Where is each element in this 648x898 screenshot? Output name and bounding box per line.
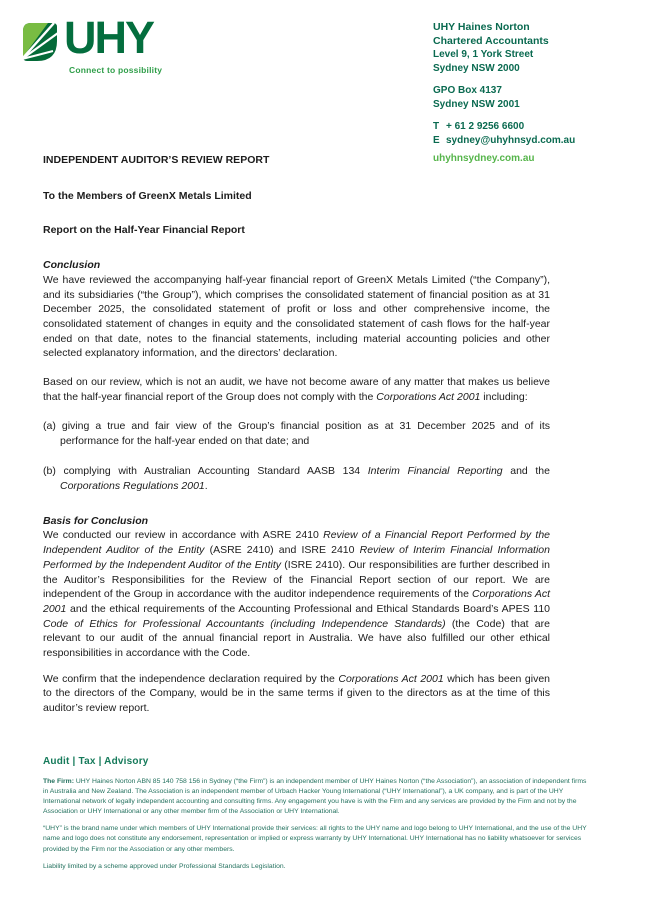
phone-number: + 61 2 9256 6600 <box>446 121 525 132</box>
email-address: sydney@uhyhnsyd.com.au <box>446 134 576 146</box>
report-addressee: To the Members of GreenX Metals Limited <box>43 189 252 202</box>
spacer <box>433 111 575 120</box>
logo-tagline: Connect to possibility <box>69 65 163 75</box>
letter-body <box>43 153 550 730</box>
logo-row <box>20 14 162 64</box>
phone-label: T <box>433 121 440 132</box>
contact-block <box>433 21 575 147</box>
independence-paragraph: We confirm that the independence declaration required by the Corporations Act 2001 which has been given to the directors of the Company, would be in the same terms if given to the directors as at the time of this auditor’s review report. <box>43 672 551 715</box>
footer-disclaimer-brand: “UHY” is the brand name under which members of UHY International provide their services: all rights to the UHY name and logo belong to UHY International, and the use of the UHY name and logo does not constitute any endorsement, representation or implied or express warranty by UHY International. UHY International has no liability whatsoever for services provided by the Firm nor the Association or any other members. <box>43 825 587 853</box>
letter-footer <box>43 756 588 879</box>
conclusion-paragraph-1: We have reviewed the accompanying half-year financial report of GreenX Metals Limited (“the Company”), and its subsidiaries (“the Group”), which comprises the consolidated statement of financial position as at 31 December 2025, the consolidated statement of profit or loss and other comprehensive income, the consolidated statement of changes in equity and the consolidated statement of cash flows for the half-year ended on that date, notes to the financial statements, including material accounting policies and other selected explanatory information, and the directors’ declaration. <box>43 273 550 360</box>
basis-paragraph: We conducted our review in accordance with ASRE 2410 Review of a Financial Report Performed by the Independent Auditor of the Entity (ASRE 2410) and ISRE 2410 Review of Interim Financial Information Performed by the Independent Auditor of the Entity (ISRE 2410). Our responsibilities are further described in the Auditor’s Responsibilities for the Review of the Financial Report section of our report. We are independent of the Group in accordance with the auditor independence requirements of the Corporations Act 2001 and the ethical requirements of the Accounting Professional and Ethical Standards Board’s APES 110 Code of Ethics for Professional Accountants (including Independence Standards) (the Code) that are relevant to our audit of the annual financial report in Australia. We have also fulfilled our other ethical responsibilities in accordance with the Code. <box>43 529 551 660</box>
conclusion-item-a: (a) giving a true and fair view of the Group’s financial position as at 31 December 2025 and of its performance for the half-year ended on that date; and <box>43 419 550 447</box>
website-link: uhyhnsydney.com.au <box>433 153 535 164</box>
report-subject: Report on the Half-Year Financial Report <box>43 224 245 237</box>
footer-disclaimer-firm: The Firm: UHY Haines Norton ABN 85 140 758 156 in Sydney (“the Firm”) is an independent member of UHY Haines Norton (“the Association”), an association of independent firms in Australia and New Zealand. The Association is an independent member of Urbach Hacker Young International (“UHY International”), a UK company, and is part of the UHY International network of legally independent accounting and consulting firms. Any engagement you have is with the Firm and any services are provided by the Firm and not by the Association or UHY International or any other member firm of the Association or UHY International. <box>43 778 587 816</box>
footer-liability-note: Liability limited by a scheme approved under Professional Standards Legislation. <box>43 862 286 870</box>
contact-pobox2: Sydney NSW 2001 <box>433 98 520 110</box>
report-title: INDEPENDENT AUDITOR’S REVIEW REPORT <box>43 154 270 166</box>
uhy-swoosh-icon <box>20 18 60 64</box>
contact-firm-name: UHY Haines Norton <box>433 21 530 33</box>
conclusion-item-b: (b) complying with Australian Accounting Standard AASB 134 Interim Financial Reporting and the Corporations Regulations 2001. <box>43 465 550 493</box>
contact-pobox1: GPO Box 4137 <box>433 85 502 96</box>
logo-wordmark: UHY <box>64 12 154 63</box>
contact-street1: Level 9, 1 York Street <box>433 49 534 60</box>
spacer <box>433 75 575 84</box>
contact-firm-type: Chartered Accountants <box>433 34 549 47</box>
contact-phone-row <box>433 120 575 134</box>
conclusion-heading: Conclusion <box>43 259 101 272</box>
contact-email-row <box>433 134 575 148</box>
services-tagline: Audit | Tax | Advisory <box>43 756 149 767</box>
email-label: E <box>433 134 440 146</box>
basis-heading: Basis for Conclusion <box>43 514 149 527</box>
conclusion-paragraph-2: Based on our review, which is not an audit, we have not become aware of any matter that makes us believe that the half-year financial report of the Group does not comply with the Corporations Act 2001 including: <box>43 376 550 403</box>
contact-street2: Sydney NSW 2000 <box>433 62 520 74</box>
uhy-logo <box>20 14 162 75</box>
